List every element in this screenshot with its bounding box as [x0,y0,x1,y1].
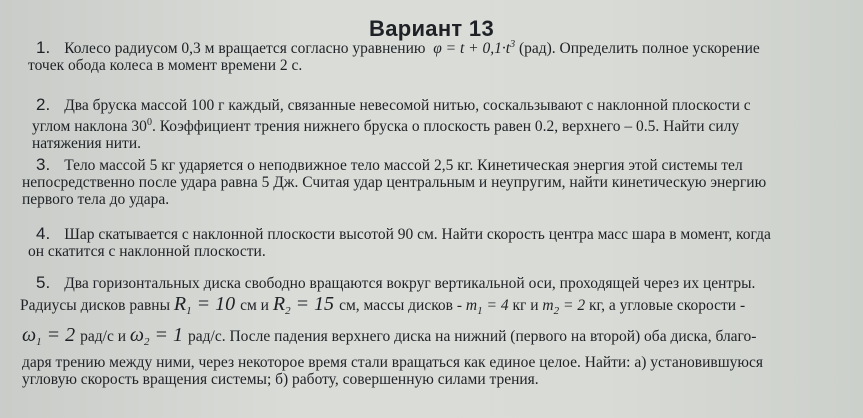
problem-text: Два горизонтальных диска свободно вращаются вокруг вертикальной оси, проходящей через их центры. [64,275,756,292]
angular-velocity-1: $\omega_1 = 2$ [22,324,81,348]
variant-title: Вариант 13 [369,16,494,41]
problem-1 [8,36,857,74]
problem-5-line-2: Радиусы дисков равны $R_1 = 10$ см и $R_2 = 15$ см, массы дисков - $m_1 = 4$ кг и $m_2 = 2$ кг, а угловые скорости - [20,293,746,317]
problem-3-line-2: непосредственно после удара равна 5 Дж. Считая удар центральным и неупругим, найти кинетическую энергию [22,174,767,191]
problem-2-line-2: углом наклона $30^0$. Коэффициент трения нижнего бруска о плоскость равен 0.2, верхнего – 0.5. Найти силу [32,117,740,135]
problem-2 [8,96,857,152]
problem-number: 2. [36,95,51,114]
angular-velocity-2: $\omega_2 = 1$ [129,324,188,348]
problem-text-tail: (рад). Определить полное ускорение [515,40,760,57]
problem-text: Шар скатывается с наклонной плоскости высотой 90 см. Найти скорость центра масс шара в момент, когда [64,226,771,243]
radius-2: $R_2 = 15$ [272,293,340,317]
problem-4 [8,225,857,260]
problem-5-line-4: даря трению между ними, через некоторое время стали вращаться как единое целое. Найти: а) установившуюся [22,354,764,371]
problem-1-line-1 [8,36,857,57]
problem-5-line-5: угловую скорость вращения системы; б) работу, совершенную силами трения. [22,371,539,388]
problem-5-line-3: $\omega_1 = 2$ рад/с и $\omega_2 = 1$ рад/с. После падения верхнего диска на нижний (первого на второй) оба диска, благо- [22,324,757,348]
problem-3-line-3: первого тела до удара. [22,191,170,208]
problem-4-line-1 [8,225,857,243]
degree-superscript: 0 [146,117,152,128]
problem-4-line-2: он скатится с наклонной плоскости. [28,243,266,260]
problem-text: Тело массой 5 кг ударяется о неподвижное тело массой 2,5 кг. Кинетическая энергия этой системы тел [64,157,743,174]
problem-2-line-1 [8,96,857,114]
problem-text: Два бруска массой 100 г каждый, связанные невесомой нитью, соскальзывают с наклонной плоскости с [64,97,751,114]
mass-1: $m_1 = 4$ [465,297,513,317]
problem-5-line-1 [8,274,857,292]
problem-2-line-3: натяжения нити. [32,135,141,152]
problem-number: 4. [36,224,51,243]
rotation-equation: $\varphi = t + 0,1\cdot t^3$ [433,39,516,57]
problem-number: 1. [36,38,51,57]
problem-number: 3. [36,155,51,174]
mass-2: $m_2 = 2$ [542,297,589,317]
problem-number: 5. [36,273,51,292]
radius-1: $R_1 = 10$ [173,293,241,317]
problem-text: Колесо радиусом 0,3 м вращается согласно уравнению [64,40,426,57]
problem-3-line-1 [8,156,857,174]
problem-5 [8,274,857,388]
problem-1-line-2: точек обода колеса в момент времени 2 с. [28,57,303,74]
problem-3 [8,156,857,208]
